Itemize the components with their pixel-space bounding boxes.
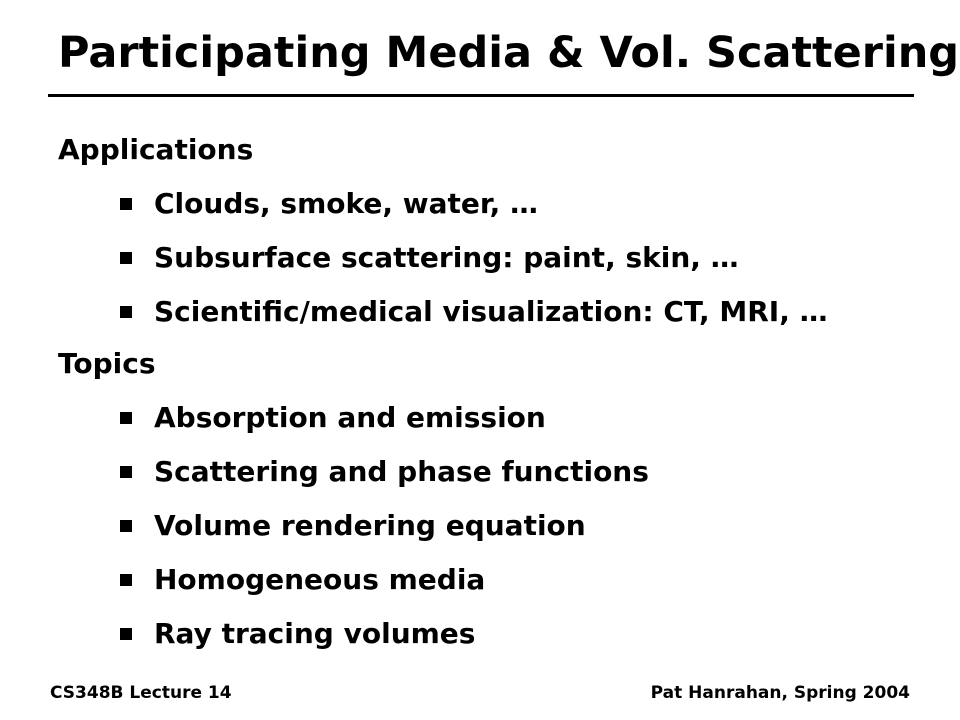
square-bullet-icon — [120, 306, 132, 318]
bullet-text: Homogeneous media — [154, 563, 486, 596]
bullet-text: Clouds, smoke, water, … — [154, 187, 538, 220]
square-bullet-icon — [120, 574, 132, 586]
bullet-item — [120, 508, 586, 544]
section-heading-applications: Applications — [58, 133, 254, 166]
square-bullet-icon — [120, 252, 132, 264]
bullet-item — [120, 454, 649, 490]
footer-course-label: CS348B Lecture 14 — [50, 683, 232, 703]
footer-author-label: Pat Hanrahan, Spring 2004 — [650, 683, 910, 703]
square-bullet-icon — [120, 412, 132, 424]
bullet-text: Scientific/medical visualization: CT, MRI, … — [154, 295, 828, 328]
slide-title: Participating Media & Vol. Scattering — [58, 28, 960, 78]
bullet-text: Scattering and phase functions — [154, 455, 649, 488]
square-bullet-icon — [120, 520, 132, 532]
bullet-item — [120, 616, 475, 652]
bullet-text: Ray tracing volumes — [154, 617, 476, 650]
bullet-item — [120, 294, 828, 330]
square-bullet-icon — [120, 198, 132, 210]
bullet-text: Volume rendering equation — [154, 509, 586, 542]
bullet-item — [120, 240, 739, 276]
bullet-item — [120, 400, 546, 436]
title-divider — [48, 94, 914, 97]
bullet-item — [120, 186, 538, 222]
section-heading-topics: Topics — [58, 347, 156, 380]
bullet-text: Absorption and emission — [154, 401, 546, 434]
bullet-text: Subsurface scattering: paint, skin, … — [154, 241, 739, 274]
square-bullet-icon — [120, 466, 132, 478]
square-bullet-icon — [120, 628, 132, 640]
bullet-item — [120, 562, 485, 598]
